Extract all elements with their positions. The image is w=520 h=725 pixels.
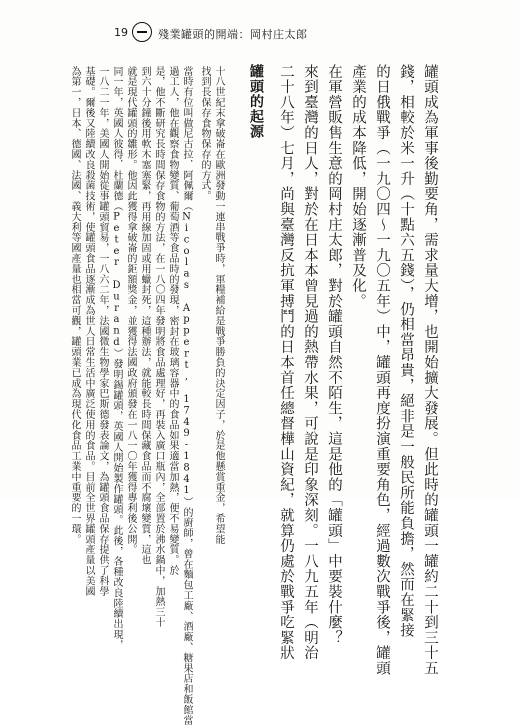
text-line: 二十八年）七月，尚與臺灣反抗軍搏鬥的日本首任總督樺山資紀，就算仍處於戰爭吃緊狀 bbox=[278, 64, 294, 661]
text-line: 為第一，日本、德國、法國、義大利等國產量也相當可觀，罐頭業已成為現代化食品工業中重要的一環。 bbox=[69, 66, 80, 545]
text-line: 來到臺灣的日人，對於在日本本曾見過的熱帶水果，可說是印象深刻。一八九五年（明治 bbox=[302, 64, 318, 661]
text-line: 就是現代罐頭的雛形。他因此獲得拿破崙的鉅額獎金，並獲得法國政府頒發在一八一〇年獲得專利後公開。 bbox=[125, 66, 136, 555]
running-title: 殘業罐頭的開端：岡村庄太郎 bbox=[158, 28, 308, 41]
page-header bbox=[0, 22, 520, 46]
section-heading: 罐頭的起源 bbox=[248, 64, 264, 139]
text-line: 同一年，英國人彼得．杜蘭德（Peter Durand）發明錫罐頭，英國人開始製作罐頭。此後，各種改良陸續出現， bbox=[111, 66, 122, 650]
text-line: 產業的成本降低，開始逐漸普及化。 bbox=[350, 64, 366, 309]
text-line: 找到長保存食物保存的方式。 bbox=[199, 66, 210, 202]
text-line: 錢，相較於米一升（十點六五錢），仍相當昂貴，絕非是一般民所能負擔，然而在緊接 bbox=[398, 64, 414, 639]
chapter-circle-icon bbox=[132, 22, 152, 42]
text-line: 的日俄戰爭（一九〇四〜一九〇五年）中，罐頭再度扮演重要角色，經過數次戰爭後，罐頭 bbox=[374, 64, 390, 676]
text-line: 罐頭成為軍事後勤要角，需求量大增，也開始擴大發展。但此時的罐頭一罐約二十到三十五 bbox=[422, 64, 438, 676]
text-line: 過工人，他在觀察食物變質、葡萄酒等食品時的發現，密封在玻璃容器中的食品如果適當加熱，便不易變質。於 bbox=[167, 66, 178, 576]
page-number: 19 bbox=[114, 26, 128, 39]
text-line: 一八二一年，美國人開始從事罐頭貿易，一八六二年，法國微生物學家巴斯德發表論文，為罐頭食品保存提供了科學 bbox=[97, 66, 108, 597]
text-line: 當時有位叫做尼古拉．阿佩爾（Nicolas Appert, 1749-1841）的廚師，曾在麵包工廠、酒廠、糖果店和飯館當 bbox=[181, 66, 192, 725]
upper-text-block bbox=[268, 64, 438, 676]
text-line: 是，他不斷研究長時間保存食物的方法，在一八〇四年發明將食品處理好，再裝入廣口瓶內，全部置於沸水鍋中，加熱三十 bbox=[153, 66, 164, 628]
text-line: 到六十分鐘後用軟木塞塞緊，再用線加固或用蠟封死，這種辦法，就能較長時間保藏食品而不腐壞變質，這也 bbox=[139, 66, 150, 566]
text-line: 基礎。爾後又陸續改良殺菌技術，使罐頭食品逐漸成為世人日常生活中廣泛使用的食品。目前全世界罐頭產量以美國 bbox=[83, 66, 94, 597]
text-line: 十八世紀末拿破崙在歐洲發動一連串戰爭時，軍糧補給是戰爭勝負的決定因子，於是他懸賞重金，希望能 bbox=[213, 66, 224, 545]
text-line: 在軍營販售生意的岡村庄太郎，對於罐頭自然不陌生，這是他的「罐頭」中要裝什麼？ bbox=[326, 64, 342, 646]
